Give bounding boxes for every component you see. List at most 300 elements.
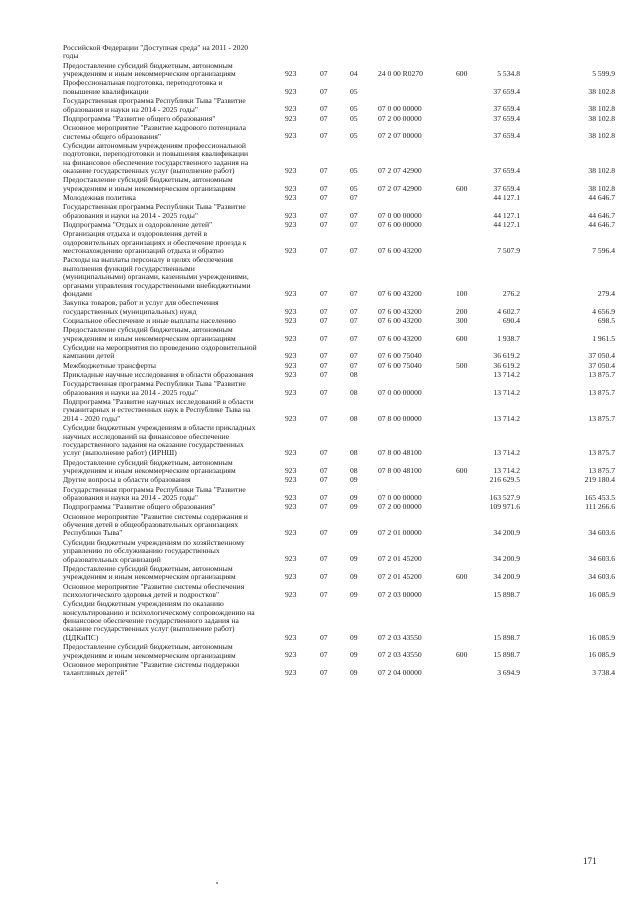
- amount-year-2: 38 102.8: [588, 86, 615, 96]
- description-line: Межбюджетные трансферты: [63, 360, 156, 370]
- table-row: [0, 194, 640, 202]
- row-description: [63, 124, 278, 141]
- row-description: [63, 643, 278, 660]
- description-line: органами управления государственными внебюджетными: [63, 280, 251, 290]
- row-description: [63, 142, 278, 176]
- section-code: 07: [320, 104, 328, 114]
- description-line: на финансовое обеспечение государственного задания на: [63, 157, 249, 167]
- subsection-code: 07: [350, 316, 358, 325]
- amount-year-1: 109 971.6: [489, 502, 520, 512]
- amount-year-2: 37 050.4: [588, 360, 615, 370]
- table-row: [0, 362, 640, 370]
- row-description: [63, 362, 278, 370]
- row-description: [63, 459, 278, 476]
- row-description: [63, 486, 278, 503]
- description-line: Подпрограмма "Развитие общего образования": [63, 502, 216, 512]
- description-line: образовательных организаций: [63, 554, 161, 564]
- table-row: [0, 44, 640, 61]
- section-code: 07: [320, 351, 328, 361]
- expense-type-code: 100: [456, 288, 468, 298]
- section-code: 07: [320, 131, 328, 141]
- amount-year-2: 16 085.9: [588, 650, 615, 660]
- table-row: [0, 539, 640, 564]
- subsection-code: 07: [350, 288, 358, 298]
- section-code: 07: [320, 387, 328, 397]
- ministry-code: 923: [285, 589, 297, 599]
- table-row: [0, 371, 640, 379]
- section-code: 07: [320, 333, 328, 343]
- amount-year-2: 16 085.9: [588, 589, 615, 599]
- target-article-code: 07 2 01 00000: [378, 528, 422, 538]
- ministry-code: 923: [285, 502, 297, 512]
- subsection-code: 05: [350, 165, 358, 175]
- amount-year-2: 44 646.7: [588, 210, 615, 220]
- subsection-code: 07: [350, 333, 358, 343]
- ministry-code: 923: [285, 448, 297, 458]
- description-line: талантливых детей": [63, 668, 128, 678]
- amount-year-2: 4 656.9: [592, 306, 615, 316]
- description-line: государственного задания на оказание государственных: [63, 439, 244, 449]
- section-code: 07: [320, 86, 328, 96]
- description-line: Предоставление субсидий бюджетным, автономным: [63, 563, 233, 573]
- amount-year-2: 279.4: [597, 288, 615, 298]
- target-article-code: 07 2 03 43550: [378, 632, 422, 642]
- ministry-code: 923: [285, 210, 297, 220]
- subsection-code: 04: [350, 69, 358, 79]
- row-description: [63, 79, 278, 96]
- subsection-code: 08: [350, 413, 358, 423]
- ministry-code: 923: [285, 306, 297, 316]
- table-row: [0, 661, 640, 678]
- amount-year-1: 7 507.9: [497, 246, 520, 256]
- row-description: [63, 565, 278, 582]
- row-description: [63, 513, 278, 538]
- expense-type-code: 200: [456, 306, 468, 316]
- subsection-code: 09: [350, 668, 358, 678]
- amount-year-2: 44 646.7: [588, 193, 615, 202]
- description-line: Российской Федерации "Доступная среда" на 2011 - 2020: [63, 43, 249, 52]
- description-line: образования и науки на 2014 - 2025 годы": [63, 210, 198, 220]
- amount-year-1: 44 127.1: [493, 210, 520, 220]
- target-article-code: 07 6 00 43200: [378, 288, 422, 298]
- description-line: Подпрограмма "Отдых и оздоровление детей": [63, 220, 213, 229]
- table-row: [0, 299, 640, 316]
- row-description: [63, 203, 278, 220]
- description-line: образования и науки на 2014 - 2025 годы": [63, 493, 198, 502]
- description-line: Государственная программа Республики Тыва "Развитие: [63, 484, 246, 494]
- ministry-code: 923: [285, 288, 297, 298]
- subsection-code: 08: [350, 370, 358, 379]
- table-row: [0, 176, 640, 193]
- ministry-code: 923: [285, 113, 297, 123]
- target-article-code: 07 2 00 00000: [378, 113, 422, 123]
- ministry-code: 923: [285, 360, 297, 370]
- target-article-code: 07 0 00 00000: [378, 104, 422, 114]
- target-article-code: 07 2 03 00000: [378, 589, 422, 599]
- section-code: 07: [320, 210, 328, 220]
- description-line: кампании детей: [63, 351, 115, 361]
- ministry-code: 923: [285, 316, 297, 325]
- table-row: [0, 398, 640, 423]
- row-description: [63, 97, 278, 114]
- table-row: [0, 424, 640, 458]
- amount-year-1: 13 714.2: [493, 387, 520, 397]
- ministry-code: 923: [285, 104, 297, 114]
- description-line: научных исследований на финансовое обеспечение: [63, 431, 230, 441]
- description-line: Субсидии на мероприятия по проведению оздоровительной: [63, 343, 257, 352]
- section-code: 07: [320, 165, 328, 175]
- amount-year-1: 4 602.7: [497, 306, 520, 316]
- table-row: [0, 62, 640, 79]
- section-code: 07: [320, 370, 328, 379]
- subsection-code: 09: [350, 572, 358, 582]
- amount-year-2: 34 603.6: [588, 528, 615, 538]
- table-row: [0, 486, 640, 503]
- description-line: Предоставление субсидий бюджетным, автономным: [63, 457, 233, 467]
- section-code: 07: [320, 465, 328, 475]
- amount-year-2: 219 180.4: [584, 475, 615, 485]
- amount-year-1: 15 898.7: [493, 650, 520, 660]
- description-line: государственных (муниципальных) нужд: [63, 306, 197, 316]
- amount-year-2: 38 102.8: [588, 104, 615, 114]
- table-row: [0, 643, 640, 660]
- table-row: [0, 142, 640, 176]
- target-article-code: 07 8 00 48100: [378, 465, 422, 475]
- description-line: учреждениям и иным некоммерческим организациям: [63, 572, 236, 582]
- table-row: [0, 317, 640, 325]
- expense-type-code: 600: [456, 333, 468, 343]
- subsection-code: 07: [350, 210, 358, 220]
- row-description: [63, 661, 278, 678]
- ministry-code: 923: [285, 475, 297, 485]
- section-code: 07: [320, 220, 328, 229]
- row-description: [63, 476, 278, 484]
- amount-year-2: 13 875.7: [588, 465, 615, 475]
- ministry-code: 923: [285, 69, 297, 79]
- row-description: [63, 62, 278, 79]
- amount-year-2: 165 453.5: [584, 492, 615, 502]
- section-code: 07: [320, 113, 328, 123]
- section-code: 07: [320, 69, 328, 79]
- section-code: 07: [320, 502, 328, 512]
- description-line: Основное мероприятие "Развитие системы содержания и: [63, 511, 248, 521]
- amount-year-1: 13 714.2: [493, 465, 520, 475]
- description-line: Основное мероприятие "Развитие системы обеспечения: [63, 581, 245, 591]
- description-line: оздоровительных организациях и обеспечение проезда к: [63, 237, 247, 247]
- amount-year-2: 7 596.4: [592, 246, 615, 256]
- table-row: [0, 326, 640, 343]
- target-article-code: 07 8 00 00000: [378, 413, 422, 423]
- amount-year-2: 34 603.6: [588, 572, 615, 582]
- section-code: 07: [320, 183, 328, 193]
- target-article-code: 07 6 00 75040: [378, 351, 422, 361]
- description-line: Другие вопросы в области образования: [63, 475, 191, 485]
- amount-year-1: 3 694.9: [497, 668, 520, 678]
- section-code: 07: [320, 572, 328, 582]
- description-line: системы общего образования": [63, 131, 161, 141]
- description-line: Подпрограмма "Развитие общего образования": [63, 113, 216, 123]
- amount-year-1: 37 659.4: [493, 86, 520, 96]
- section-code: 07: [320, 246, 328, 256]
- row-description: [63, 194, 278, 202]
- target-article-code: 07 6 00 43200: [378, 306, 422, 316]
- description-line: Предоставление субсидий бюджетным, автономным: [63, 175, 233, 185]
- section-code: 07: [320, 650, 328, 660]
- description-line: 2014 - 2020 годы": [63, 413, 121, 423]
- ministry-code: 923: [285, 528, 297, 538]
- description-line: Государственная программа Республики Тыва "Развитие: [63, 202, 246, 212]
- target-article-code: 07 6 00 43200: [378, 333, 422, 343]
- ministry-code: 923: [285, 193, 297, 202]
- description-line: Прикладные научные исследования в области образования: [63, 370, 254, 379]
- description-line: Предоставление субсидий бюджетным, автономным: [63, 60, 233, 70]
- table-row: [0, 565, 640, 582]
- description-line: учреждениям и иным некоммерческим организациям: [63, 69, 236, 79]
- section-code: 07: [320, 492, 328, 502]
- amount-year-1: 216 629.5: [489, 475, 520, 485]
- description-line: Подпрограмма "Развитие научных исследований в области: [63, 397, 254, 406]
- subsection-code: 05: [350, 104, 358, 114]
- row-description: [63, 326, 278, 343]
- expense-type-code: 600: [456, 69, 468, 79]
- amount-year-2: 16 085.9: [588, 632, 615, 642]
- amount-year-1: 276.2: [502, 288, 520, 298]
- amount-year-2: 37 050.4: [588, 351, 615, 361]
- ministry-code: 923: [285, 465, 297, 475]
- description-line: Расходы на выплаты персоналу в целях обеспечения: [63, 255, 234, 265]
- amount-year-2: 13 875.7: [588, 413, 615, 423]
- table-row: [0, 380, 640, 397]
- subsection-code: 09: [350, 528, 358, 538]
- description-line: Государственная программа Республики Тыва "Развитие: [63, 96, 246, 106]
- amount-year-2: 698.5: [597, 316, 615, 325]
- amount-year-1: 36 619.2: [493, 351, 520, 361]
- row-description: [63, 371, 278, 379]
- amount-year-1: 37 659.4: [493, 104, 520, 114]
- target-article-code: 07 0 00 00000: [378, 492, 422, 502]
- description-line: Социальное обеспечение и иные выплаты населению: [63, 316, 236, 325]
- description-line: (ЦДКиПС): [63, 632, 99, 642]
- table-row: [0, 97, 640, 114]
- table-row: [0, 476, 640, 484]
- section-code: 07: [320, 475, 328, 485]
- ministry-code: 923: [285, 387, 297, 397]
- subsection-code: 09: [350, 650, 358, 660]
- target-article-code: 07 6 00 43200: [378, 246, 422, 256]
- subsection-code: 09: [350, 589, 358, 599]
- table-row: [0, 459, 640, 476]
- description-line: Республики Тыва": [63, 528, 123, 538]
- amount-year-2: 111 266.6: [585, 502, 615, 512]
- target-article-code: 07 6 00 43200: [378, 316, 422, 325]
- amount-year-2: 5 599.9: [592, 69, 615, 79]
- ministry-code: 923: [285, 554, 297, 564]
- description-line: обучения детей в общеобразовательных организациях: [63, 520, 239, 529]
- ministry-code: 923: [285, 131, 297, 141]
- description-line: повышение квалификации: [63, 86, 149, 96]
- expense-type-code: 500: [456, 360, 468, 370]
- section-code: 07: [320, 589, 328, 599]
- section-code: 07: [320, 554, 328, 564]
- subsection-code: 07: [350, 246, 358, 256]
- target-article-code: 07 0 00 00000: [378, 387, 422, 397]
- subsection-code: 09: [350, 502, 358, 512]
- table-row: [0, 513, 640, 538]
- description-line: образования и науки на 2014 - 2025 годы": [63, 104, 198, 114]
- ministry-code: 923: [285, 246, 297, 256]
- description-line: гуманитарных и естественных наук в Республике Тыва на: [63, 405, 251, 415]
- row-description: [63, 115, 278, 123]
- row-description: [63, 424, 278, 458]
- subsection-code: 09: [350, 632, 358, 642]
- section-code: 07: [320, 448, 328, 458]
- expense-type-code: 600: [456, 465, 468, 475]
- expense-type-code: 300: [456, 316, 468, 325]
- description-line: Субсидии бюджетным учреждениям по оказанию: [63, 599, 224, 609]
- description-line: услуг (выполнение работ) (ИРНШ): [63, 448, 177, 458]
- expense-type-code: 600: [456, 650, 468, 660]
- description-line: управлению по обслуживанию государственных: [63, 546, 220, 556]
- target-article-code: 07 2 01 45200: [378, 554, 422, 564]
- section-code: 07: [320, 528, 328, 538]
- description-line: Основное мероприятие "Развитие кадрового потенциала: [63, 123, 246, 133]
- section-code: 07: [320, 413, 328, 423]
- subsection-code: 09: [350, 475, 358, 485]
- target-article-code: 07 2 04 00000: [378, 668, 422, 678]
- row-description: [63, 380, 278, 397]
- row-description: [63, 317, 278, 325]
- target-article-code: 07 2 07 00000: [378, 131, 422, 141]
- amount-year-2: 38 102.8: [588, 183, 615, 193]
- ministry-code: 923: [285, 492, 297, 502]
- expense-type-code: 600: [456, 183, 468, 193]
- target-article-code: 07 6 00 00000: [378, 220, 422, 229]
- amount-year-1: 15 898.7: [493, 632, 520, 642]
- description-line: Профессиональная подготовка, переподготовка и: [63, 78, 223, 88]
- ministry-code: 923: [285, 333, 297, 343]
- row-description: [63, 503, 278, 511]
- amount-year-1: 34 200.9: [493, 572, 520, 582]
- subsection-code: 05: [350, 131, 358, 141]
- ministry-code: 923: [285, 183, 297, 193]
- amount-year-2: 13 875.7: [588, 448, 615, 458]
- ministry-code: 923: [285, 370, 297, 379]
- description-line: Закупка товаров, работ и услуг для обеспечения: [63, 298, 219, 308]
- description-line: Государственная программа Республики Тыва "Развитие: [63, 379, 246, 389]
- amount-year-2: 34 603.6: [588, 554, 615, 564]
- description-line: финансовое обеспечение государственного задания на: [63, 616, 239, 625]
- row-description: [63, 299, 278, 316]
- amount-year-1: 34 200.9: [493, 528, 520, 538]
- row-description: [63, 600, 278, 642]
- amount-year-1: 163 527.9: [489, 492, 520, 502]
- subsection-code: 07: [350, 193, 358, 202]
- subsection-code: 08: [350, 387, 358, 397]
- description-line: оказание государственных услуг (выполнение работ): [63, 624, 235, 634]
- amount-year-1: 37 659.4: [493, 131, 520, 141]
- amount-year-2: 38 102.8: [588, 113, 615, 123]
- table-row: [0, 503, 640, 511]
- description-line: учреждениям и иным некоммерческим организациям: [63, 466, 236, 475]
- target-article-code: 07 2 03 43550: [378, 650, 422, 660]
- table-row: [0, 115, 640, 123]
- description-line: Молодежная политика: [63, 193, 136, 202]
- target-article-code: 07 2 07 42900: [378, 165, 422, 175]
- amount-year-1: 44 127.1: [493, 193, 520, 202]
- amount-year-1: 34 200.9: [493, 554, 520, 564]
- description-line: годы: [63, 51, 79, 61]
- ministry-code: 923: [285, 165, 297, 175]
- table-row: [0, 79, 640, 96]
- section-code: 07: [320, 632, 328, 642]
- ministry-code: 923: [285, 572, 297, 582]
- description-line: Основное мероприятие "Развитие системы поддержки: [63, 659, 240, 669]
- section-code: 07: [320, 288, 328, 298]
- row-description: [63, 176, 278, 193]
- description-line: психологического здоровья детей и подростков": [63, 589, 220, 599]
- amount-year-1: 13 714.2: [493, 413, 520, 423]
- subsection-code: 08: [350, 448, 358, 458]
- subsection-code: 07: [350, 360, 358, 370]
- table-row: [0, 344, 640, 361]
- amount-year-1: 37 659.4: [493, 113, 520, 123]
- subsection-code: 09: [350, 492, 358, 502]
- description-line: Субсидии бюджетным учреждениям по хозяйственному: [63, 537, 245, 547]
- row-description: [63, 398, 278, 423]
- description-line: Предоставление субсидий бюджетным, автономным: [63, 325, 233, 335]
- subsection-code: 05: [350, 183, 358, 193]
- description-line: образования и науки на 2014 - 2025 годы": [63, 387, 198, 397]
- table-row: [0, 230, 640, 255]
- ministry-code: 923: [285, 351, 297, 361]
- row-description: [63, 221, 278, 229]
- table-row: [0, 124, 640, 141]
- section-code: 07: [320, 193, 328, 202]
- target-article-code: 07 2 00 00000: [378, 502, 422, 512]
- description-line: подготовки, переподготовки и повышения квалификации: [63, 149, 249, 159]
- ministry-code: 923: [285, 86, 297, 96]
- amount-year-2: 38 102.8: [588, 165, 615, 175]
- description-line: Субсидии автономным учреждениям профессиональной: [63, 140, 246, 150]
- ministry-code: 923: [285, 650, 297, 660]
- amount-year-1: 1 938.7: [497, 333, 520, 343]
- description-line: консультированию и психологическому сопровождению на: [63, 607, 255, 617]
- description-line: Организация отдыха и оздоровления детей в: [63, 229, 208, 239]
- row-description: [63, 583, 278, 600]
- amount-year-1: 13 714.2: [493, 448, 520, 458]
- amount-year-1: 37 659.4: [493, 165, 520, 175]
- subsection-code: 07: [350, 306, 358, 316]
- target-article-code: 07 2 07 42900: [378, 183, 422, 193]
- page-number: 171: [583, 856, 597, 866]
- amount-year-2: 44 646.7: [588, 220, 615, 229]
- amount-year-2: 38 102.8: [588, 131, 615, 141]
- description-line: (муниципальными) органами, казенными учреждениями,: [63, 272, 249, 282]
- target-article-code: 24 0 00 R0270: [378, 69, 423, 79]
- expense-type-code: 600: [456, 572, 468, 582]
- target-article-code: 07 8 00 48100: [378, 448, 422, 458]
- subsection-code: 08: [350, 465, 358, 475]
- description-line: местонахождению организаций отдыха и обратно: [63, 246, 224, 256]
- ministry-code: 923: [285, 632, 297, 642]
- amount-year-1: 690.4: [502, 316, 520, 325]
- amount-year-1: 44 127.1: [493, 220, 520, 229]
- amount-year-2: 13 875.7: [588, 370, 615, 379]
- description-line: учреждениям и иным некоммерческим организациям: [63, 333, 236, 343]
- section-code: 07: [320, 668, 328, 678]
- subsection-code: 07: [350, 220, 358, 229]
- amount-year-1: 5 534.8: [497, 69, 520, 79]
